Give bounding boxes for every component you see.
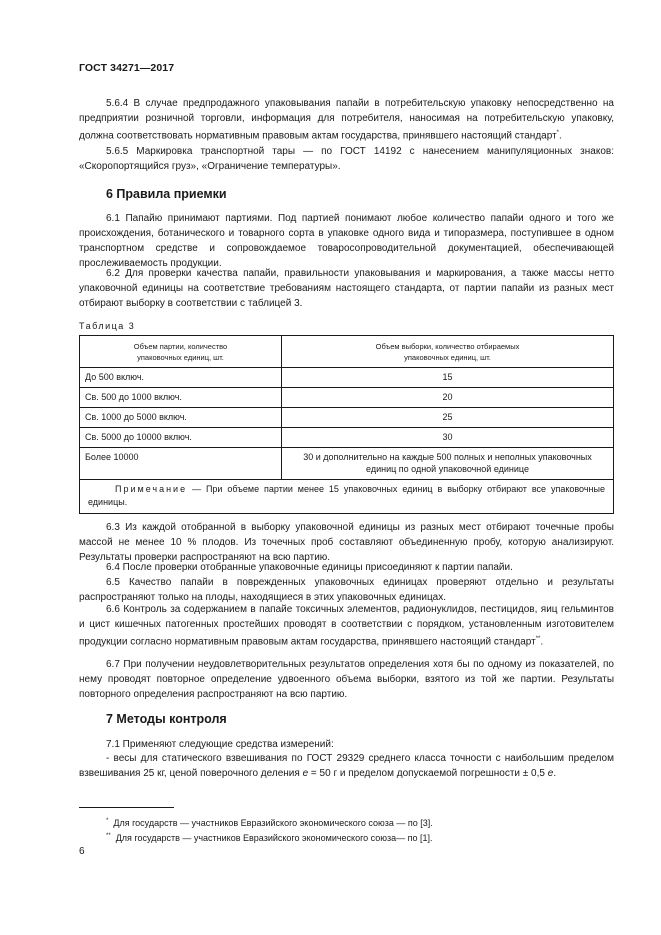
table-row (80, 408, 614, 428)
page-number: 6 (79, 846, 85, 857)
paragraph-6-5: 6.5 Качество папайи в поврежденных упаковочных единицах проверяют отдельно и результаты распространяют только на плоды, находящиеся в этих упаковочных единицах. (79, 577, 614, 603)
paragraph-7-1: 7.1 Применяют следующие средства измерений: (106, 739, 334, 750)
table-note-text: — При объеме партии менее 15 упаковочных единиц в выборку отбирают все упаковочные единицы. (88, 484, 605, 507)
table-cell-sample: 20 (282, 388, 614, 408)
footnote-1: * Для государств — участников Евразийского экономического союза — по [3]. (106, 818, 433, 828)
table-note-row (80, 480, 614, 514)
table-caption: Таблица 3 (79, 321, 136, 331)
table-cell-sample: 25 (282, 408, 614, 428)
footnote-ref: ** (535, 636, 541, 642)
footnote-ref: * (556, 130, 559, 136)
table-cell-lot: Св. 5000 до 10000 включ. (80, 428, 282, 448)
table-header-row (80, 336, 614, 368)
table-head-lot-size: Объем партии, количество упаковочных единиц, шт. (80, 336, 282, 368)
section-7-heading: 7 Методы контроля (106, 712, 227, 726)
paragraph-6-2: 6.2 Для проверки качества папайи, правильности упаковывания и маркирования, а также массы нетто упаковочной единицы на соответствие требованиям настоящего стандарта, от партии папайи из разных мест отбирают выборку в соответствии с таблицей 3. (79, 268, 614, 309)
table-cell-lot: До 500 включ. (80, 368, 282, 388)
paragraph-6-3: 6.3 Из каждой отобранной в выборку упаковочной единицы из разных мест отбирают точечные пробы массой не менее 10 % плодов. Из точечных проб составляют объединенную пробу, которую анализируют. Результаты проверки распространяют на всю партию. (79, 522, 614, 563)
paragraph-6-1: 6.1 Папайю принимают партиями. Под партией понимают любое количество папайи одного и того же происхождения, ботанического и товарного сорта в упаковке одного вида и типоразмера, поступившее в одном транспортном средстве и сопровождаемое товаросопроводительной документацией, обеспечивающей прослеживаемость продукции. (79, 213, 614, 269)
paragraph-6-7: 6.7 При получении неудовлетворительных результатов определения хотя бы по одному из показателей, по нему проводят повторное определение удвоенного объема выборки, взятого из той же партии. Результаты повторного определения распространяют на всю партию. (79, 659, 614, 700)
table-note-label: Примечание (115, 484, 188, 494)
table-row (80, 388, 614, 408)
table-cell-sample: 15 (282, 368, 614, 388)
table-row (80, 428, 614, 448)
paragraph-6-6: 6.6 Контроль за содержанием в папайе токсичных элементов, радионуклидов, пестицидов, яиц гельминтов и цист кишечных патогенных простейших проводят в соответствии с порядком, установленным изготовителем продукции согласно нормативным правовым актам государства, принявшего настоящий стандарт**. (79, 604, 614, 648)
table-row (80, 448, 614, 480)
paragraph-6-4: 6.4 После проверки отобранные упаковочные единицы присоединяют к партии папайи. (106, 562, 513, 573)
footnote-2: ** Для государств — участников Евразийского экономического союза— по [1]. (106, 833, 433, 843)
table-cell-sample: 30 (282, 428, 614, 448)
table-3 (79, 335, 614, 514)
table-cell-lot: Св. 1000 до 5000 включ. (80, 408, 282, 428)
footnote-divider (79, 807, 174, 808)
table-cell-lot: Св. 500 до 1000 включ. (80, 388, 282, 408)
table-head-sample-size: Объем выборки, количество отбираемых упаковочных единиц, шт. (282, 336, 614, 368)
paragraph-7-1-item: - весы для статического взвешивания по ГОСТ 29329 среднего класса точности с наибольшим пределом взвешивания 25 кг, ценой поверочного деления е = 50 г и пределом допускаемой погрешности ± 0,5 е. (79, 753, 614, 779)
table-cell-lot: Более 10000 (80, 448, 282, 480)
table-row (80, 368, 614, 388)
document-header: ГОСТ 34271—2017 (79, 62, 175, 74)
table-note (80, 480, 614, 514)
section-6-heading: 6 Правила приемки (106, 187, 227, 201)
paragraph-5-6-4: 5.6.4 В случае предпродажного упаковывания папайи в потребительскую упаковку непосредственно на предприятии розничной торговли, информация для потребителя, наносимая на потребительскую упаковку, должна соответствовать нормативным правовым актам государства, принявшего настоящий стандарт*. (79, 98, 614, 142)
paragraph-5-6-5: 5.6.5 Маркировка транспортной тары — по ГОСТ 14192 с нанесением манипуляционных знаков: «Скоропортящийся груз», «Ограничение температуры». (79, 146, 614, 172)
table-cell-sample: 30 и дополнительно на каждые 500 полных и неполных упаковочных единиц по одной упаковочной единице (282, 448, 614, 480)
